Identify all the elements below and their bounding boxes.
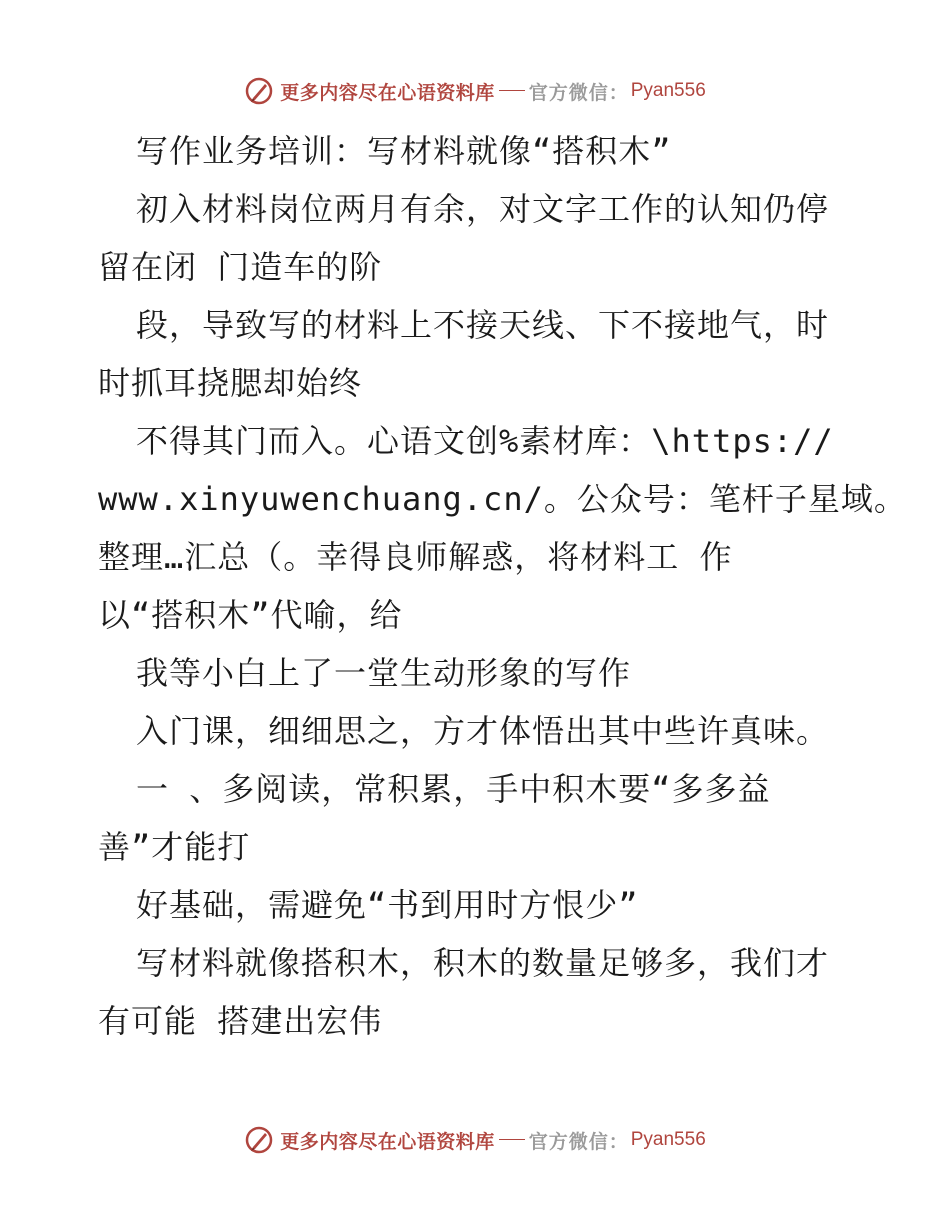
- banner-wechat-id: Pyan556: [630, 1129, 706, 1150]
- document-body: [98, 122, 907, 1050]
- quill-logo-icon: [244, 1125, 274, 1155]
- doc-line: 留在闭 门造车的阶: [98, 248, 383, 286]
- banner-wechat-id: Pyan556: [630, 80, 706, 101]
- doc-line: 以“搭积木”代喻，给: [98, 596, 403, 634]
- doc-line: www.xinyuwenchuang.cn/。公众号：笔杆子星域。: [98, 480, 907, 518]
- doc-title: 写作业务培训：写材料就像“搭积木”: [136, 132, 672, 170]
- doc-line: 写材料就像搭积木，积木的数量足够多，我们才: [136, 944, 830, 982]
- doc-line: 我等小白上了一堂生动形象的写作: [136, 654, 632, 692]
- quill-logo-icon: [244, 76, 274, 106]
- banner-dash: [499, 90, 525, 91]
- banner-dash: [499, 1139, 525, 1140]
- header-banner: [0, 74, 950, 108]
- doc-line: 善”才能打: [98, 828, 251, 866]
- footer-banner: [0, 1123, 950, 1157]
- banner-wechat-label: 官方微信：: [528, 81, 629, 104]
- banner-title: 更多内容尽在心语资料库: [280, 81, 495, 104]
- doc-line: 不得其门而入。心语文创%素材库：\https://: [136, 422, 834, 460]
- doc-line: 入门课，细细思之，方才体悟出其中些许真味。: [136, 712, 830, 750]
- banner-wechat-label: 官方微信：: [528, 1130, 629, 1153]
- doc-line: 好基础，需避免“书到用时方恨少”: [136, 886, 639, 924]
- doc-line: 整理…汇总（。幸得良师解惑，将材料工 作: [98, 538, 733, 576]
- doc-line: 有可能 搭建出宏伟: [98, 1002, 383, 1040]
- doc-section-heading: 一 、多阅读，常积累，手中积木要“多多益: [136, 770, 771, 808]
- banner-title: 更多内容尽在心语资料库: [280, 1130, 495, 1153]
- doc-line: 初入材料岗位两月有余，对文字工作的认知仍停: [136, 190, 830, 228]
- doc-line: 段，导致写的材料上不接天线、下不接地气，时: [136, 306, 830, 344]
- doc-line: 时抓耳挠腮却始终: [98, 364, 363, 402]
